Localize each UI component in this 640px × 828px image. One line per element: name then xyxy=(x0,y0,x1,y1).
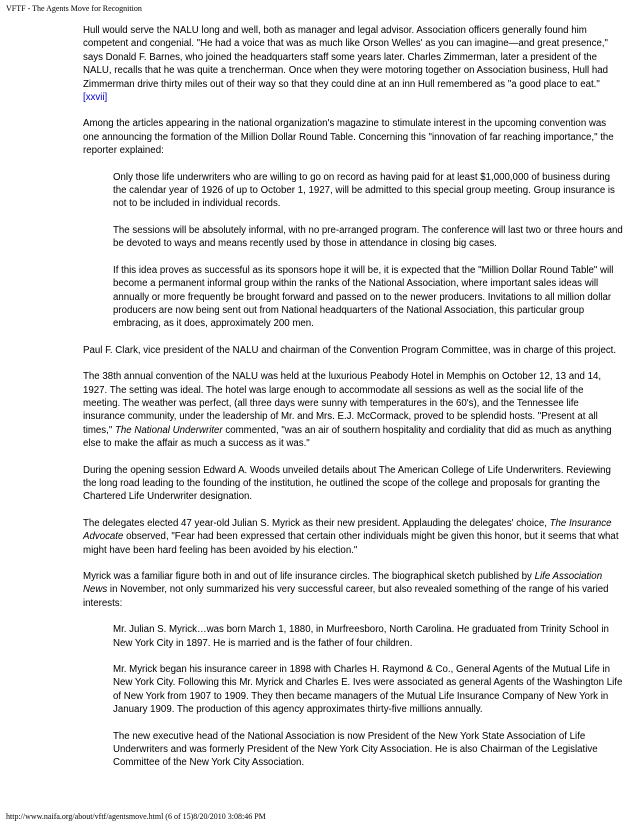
publication-title: Life Association News xyxy=(83,571,603,596)
block-quote: Mr. Julian S. Myrick…was born March 1, 1880, in Murfreesboro, North Carolina. He graduated from Trinity School in New York City in 1897. He is married and is the father of four children. xyxy=(113,624,609,649)
paragraph-text: observed, "Fear had been expressed that certain other individuals might be given this honor, but it seems that what might have been hard feeling has been avoided by his election." xyxy=(83,531,619,556)
page-footer-url: http://www.naifa.org/about/vftf/agentsmove.html (6 of 15)8/20/2010 3:08:46 PM xyxy=(6,812,266,821)
block-quote: If this idea proves as successful as its sponsors hope it will be, it is expected that the "Million Dollar Round Table" will become a permanent informal group within the ranks of the National Association, where important sales ideas will annually or more frequently be brought forward and passed on to the newer producers. Invitations to all million dollar producers are now being sent out from National headquarters of the National Association, this particular group embracing, as it does, approximately 200 men. xyxy=(113,264,614,330)
paragraph xyxy=(83,570,623,610)
paragraph: Among the articles appearing in the national organization's magazine to stimulate interest in the upcoming convention was one announcing the formation of the Million Dollar Round Table. Concerning this "innovation of far reaching importance," the reporter explained: xyxy=(83,118,614,157)
paragraph-text: commented, "was an air of southern hospitality and cordiality that did as much as anything else to make the affair as much a success as it was." xyxy=(83,424,612,450)
paragraph-text: Hull would serve the NALU long and well, both as manager and legal advisor. Association officers generally found him competent and congenial. "He had a voice that was as much like Orson Welles' as you can imagine—and great presence," says Donald F. Barnes, who joined the headquarters staff some years later. Charles Zimmerman, later a president of the NALU, recalls that he was quite a trencherman. Once when they were motoring together on Association business, Hull had Zimmerman drive thirty miles out of their way so that they could dine at an inn Hull remembered as "a good place to eat." xyxy=(83,25,609,90)
publication-title: The Insurance Advocate xyxy=(83,517,612,543)
footnote-link[interactable]: [xxvii] xyxy=(83,92,108,104)
block-quote: The sessions will be absolutely informal, with no pre-arranged program. The conference will last two or three hours and be devoted to ways and means recently used by those in attendance in closing big cases. xyxy=(113,224,623,250)
paragraph-text: in November, not only summarized his very successful career, but also revealed something of the range of his varied interests: xyxy=(83,584,609,609)
paragraph xyxy=(83,517,623,557)
paragraph-text: The delegates elected 47 year-old Julian S. Myrick as their new president. Applauding the delegates' choice, xyxy=(83,517,550,529)
page-header: VFTF - The Agents Move for Recognition xyxy=(6,4,142,13)
paragraph-text: Myrick was a familiar figure both in and out of life insurance circles. The biographical sketch published by xyxy=(83,571,535,582)
publication-title: The National Underwriter xyxy=(114,424,223,436)
block-quote: Mr. Myrick began his insurance career in 1898 with Charles H. Raymond & Co., General Agents of the Mutual Life in New York City. Following this Mr. Myrick and Charles E. Ives were associated as general Agents of the Washington Life of New York from 1907 to 1909. They then became managers of the Mutual Life Insurance Company of New York in January 1909. The production of this agency approximates thirty-five millions annually. xyxy=(113,664,623,716)
article-body xyxy=(83,24,623,783)
paragraph-text: The 38th annual convention of the NALU was held at the luxurious Peabody Hotel in Memphis on October 12, 13 and 14, 1927. The setting was ideal. The hotel was large enough to accommodate all sessions as well as the social life of the meeting. The weather was perfect, (all three days were sunny with temperatures in the 60's), and the Tennessee life insurance community, under the leadership of Mr. and Mrs. E.J. McCormack, proved to be splendid hosts. "Present at all times," xyxy=(83,371,602,436)
block-quote: The new executive head of the National Association is now President of the New York State Association of Life Underwriters and was formerly President of the New York City Association. He is also Chairman of the Legislative Committee of the New York City Association. xyxy=(113,730,598,769)
paragraph: Paul F. Clark, vice president of the NALU and chairman of the Convention Program Committee, was in charge of this project. xyxy=(83,344,617,356)
block-quote: Only those life underwriters who are willing to go on record as having paid for at least $1,000,000 of business during the calendar year of 1926 of up to October 1, 1927, will be admitted to this special group meeting. Group insurance is not to be included in individual records. xyxy=(113,171,615,210)
paragraph: During the opening session Edward A. Woods unveiled details about The American College of Life Underwriters. Reviewing the long road leading to the founding of the institution, he outlined the scope of the college and proposals for granting the Chartered Life Underwriter designation. xyxy=(83,464,611,503)
paragraph xyxy=(83,370,623,450)
paragraph xyxy=(83,24,623,104)
